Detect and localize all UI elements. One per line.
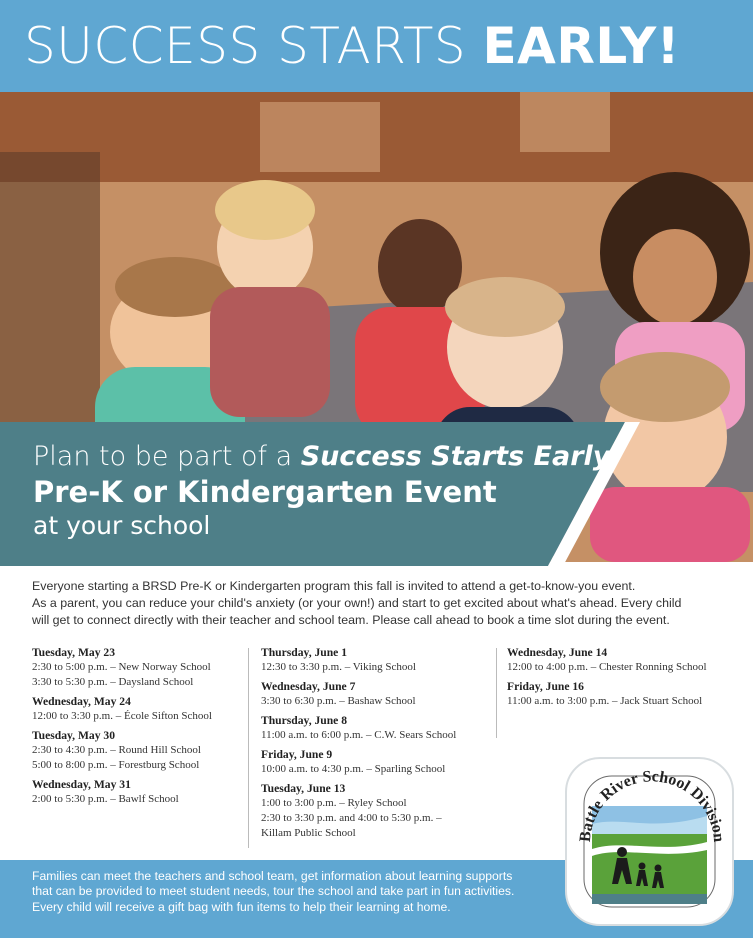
event-date: Friday, June 9 (261, 748, 333, 761)
schedule-column-1 (32, 645, 242, 811)
footer-text (32, 869, 572, 915)
intro-line-1: Everyone starting a BRSD Pre-K or Kindergarten program this fall is invited to attend a get-to-know-you event. (32, 579, 636, 593)
event-time: 11:00 a.m. to 3:00 p.m. – Jack Stuart School (507, 695, 703, 707)
event-time: 2:30 to 4:30 p.m. – Round Hill School (32, 744, 201, 756)
intro-line-2: As a parent, you can reduce your child's anxiety (or your own!) and start to get excited about what's ahead. Every child (32, 596, 682, 610)
column-divider (496, 648, 497, 738)
logo-text: Battle River School Division (576, 768, 728, 843)
event-date: Wednesday, June 14 (507, 646, 608, 659)
banner-line-3: at your school (33, 511, 211, 540)
column-divider (248, 648, 249, 848)
banner-text (33, 440, 610, 542)
event-entry (507, 645, 747, 675)
event-time: 12:30 to 3:30 p.m. – Viking School (261, 661, 416, 673)
event-time: 3:30 to 5:30 p.m. – Daysland School (32, 676, 194, 688)
event-date: Thursday, June 1 (261, 646, 348, 659)
event-date: Tuesday, May 30 (32, 729, 116, 742)
event-entry (261, 747, 491, 777)
event-date: Tuesday, June 13 (261, 782, 346, 795)
event-time: 12:00 to 4:00 p.m. – Chester Ronning School (507, 661, 707, 673)
event-entry (261, 679, 491, 709)
banner-line1-prefix: Plan to be part of a (33, 441, 301, 472)
event-time: 1:00 to 3:00 p.m. – Ryley School (261, 797, 407, 809)
event-date: Thursday, June 8 (261, 714, 348, 727)
event-time: 12:00 to 3:30 p.m. – École Sifton School (32, 710, 212, 722)
event-time: 2:30 to 5:00 p.m. – New Norway School (32, 661, 211, 673)
header-title-light: SUCCESS STARTS (24, 17, 483, 75)
event-entry (32, 728, 242, 773)
schedule-column-2 (261, 645, 491, 845)
event-entry (261, 645, 491, 675)
event-time: 2:00 to 5:30 p.m. – Bawlf School (32, 793, 179, 805)
event-time: 3:30 to 6:30 p.m. – Bashaw School (261, 695, 416, 707)
event-date: Wednesday, May 31 (32, 778, 131, 791)
header-banner (0, 0, 753, 92)
banner-line-2: Pre-K or Kindergarten Event (33, 475, 497, 509)
banner-line-1 (33, 440, 610, 474)
event-entry (32, 694, 242, 724)
event-entry (261, 713, 491, 743)
event-date: Tuesday, May 23 (32, 646, 116, 659)
header-title-bold: EARLY! (482, 17, 680, 75)
event-time: 11:00 a.m. to 6:00 p.m. – C.W. Sears School (261, 729, 457, 741)
event-entry (507, 679, 747, 709)
logo-graphic (562, 754, 737, 929)
event-date: Wednesday, May 24 (32, 695, 131, 708)
event-date: Wednesday, June 7 (261, 680, 356, 693)
event-time: 2:30 to 3:30 p.m. and 4:00 to 5:30 p.m. – (261, 812, 442, 824)
footer-line-1: Families can meet the teachers and school team, get information about learning supports (32, 869, 513, 883)
battle-river-logo-icon (562, 754, 737, 929)
intro-line-3: will get to connect directly with their teacher and school team. Please call ahead to book a time slot during the event. (32, 613, 670, 627)
footer-line-2: that can be provided to meet student needs, tour the school and take part in fun activities. (32, 884, 515, 899)
event-entry (32, 645, 242, 690)
banner-line1-emphasis: Success Starts Early (300, 441, 611, 472)
event-entry (261, 781, 491, 841)
event-date: Friday, June 16 (507, 680, 584, 693)
event-entry (32, 777, 242, 807)
event-time: 10:00 a.m. to 4:30 p.m. – Sparling School (261, 763, 446, 775)
event-time: 5:00 to 8:00 p.m. – Forestburg School (32, 759, 200, 771)
intro-paragraph (32, 578, 722, 629)
footer-line-3: Every child will receive a gift bag with fun items to help their learning at home. (32, 899, 451, 914)
schedule-column-3 (507, 645, 747, 713)
event-time: Killam Public School (261, 827, 356, 839)
event-banner (0, 422, 753, 566)
